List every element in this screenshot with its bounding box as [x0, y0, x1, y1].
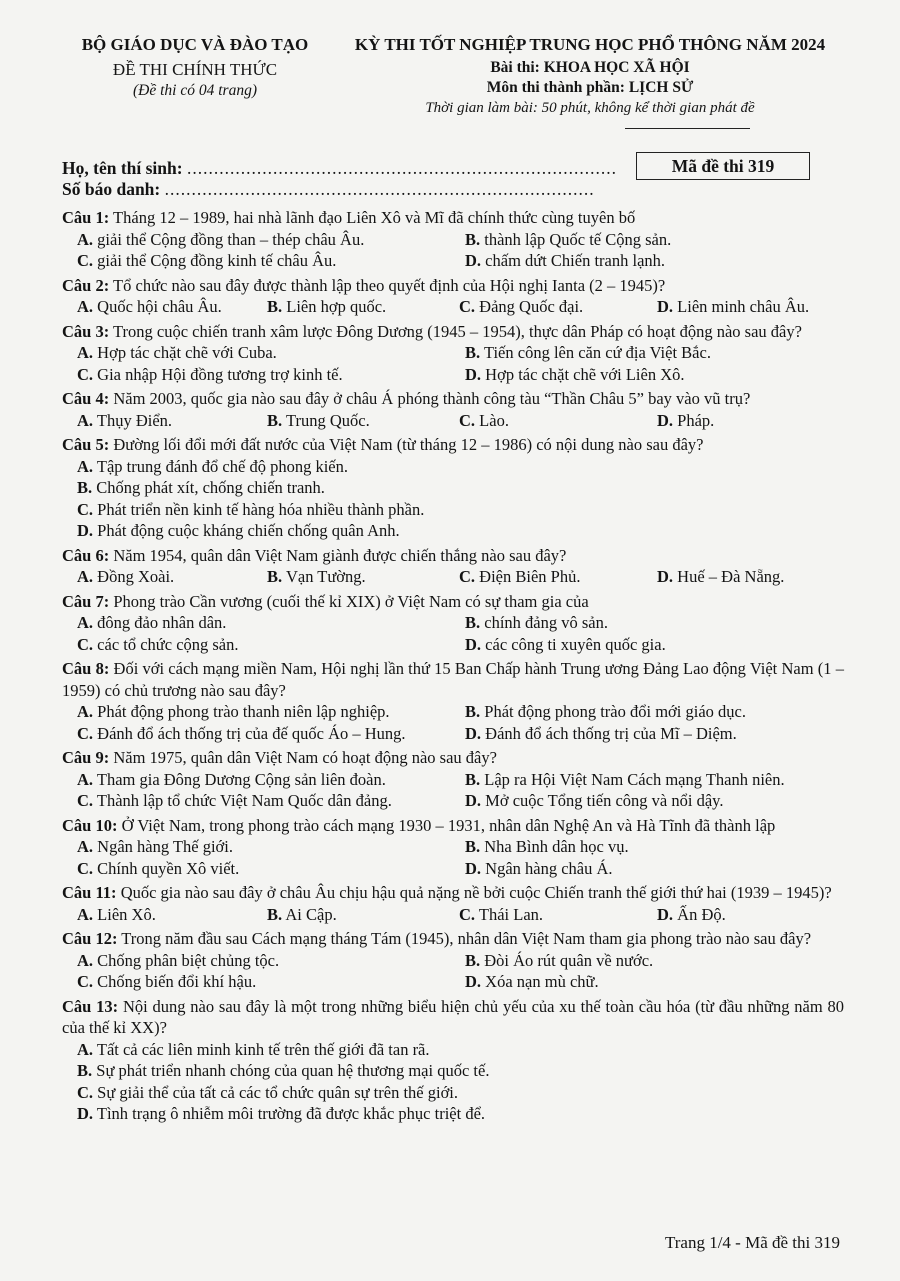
- option-text: Sự giải thể của tất cả các tổ chức quân sự trên thế giới.: [97, 1082, 459, 1102]
- option-c: [77, 723, 465, 745]
- option-letter: D.: [77, 521, 94, 540]
- exam-subject: Môn thi thành phần: LỊCH SỬ: [486, 79, 694, 96]
- question-7: [62, 591, 844, 656]
- question-3: [62, 321, 844, 386]
- option-text: Gia nhập Hội đồng tương trợ kinh tế.: [97, 364, 343, 384]
- question-list: [62, 207, 844, 1128]
- question-text: Năm 1954, quân dân Việt Nam giành được chiến thắng nào sau đây?: [113, 545, 567, 565]
- option-text: Đảng Quốc đại.: [479, 297, 584, 316]
- header-right: [340, 34, 840, 118]
- option-d: [465, 858, 844, 880]
- option-text: Lào.: [479, 410, 509, 430]
- exam-time: Thời gian làm bài: 50 phút, không kể thời gian phát đề: [425, 100, 755, 116]
- option-c: [459, 904, 657, 926]
- question-stem: [62, 591, 844, 613]
- option-a: [77, 342, 465, 364]
- option-b: [465, 229, 844, 251]
- option-letter: B.: [465, 837, 481, 856]
- option-letter: C.: [77, 723, 94, 743]
- option-letter: C.: [459, 567, 476, 586]
- question-stem: [62, 996, 844, 1039]
- option-c: [459, 296, 657, 318]
- option-text: Ai Cập.: [285, 904, 337, 924]
- option-text: giải thể Cộng đồng than – thép châu Âu.: [97, 229, 365, 249]
- question-text: Đối với cách mạng miền Nam, Hội nghị lần thứ 15 Ban Chấp hành Trung ương Đảng Lao động Việt Nam (1 – 1959) có chủ trương nào sau đây?: [62, 659, 845, 700]
- question-stem: [62, 815, 844, 837]
- option-text: Nha Bình dân học vụ.: [484, 837, 629, 856]
- option-a: [77, 410, 267, 432]
- option-letter: D.: [657, 297, 674, 316]
- option-text: Ấn Độ.: [677, 904, 726, 924]
- option-c: [459, 410, 657, 432]
- option-a: [77, 701, 465, 723]
- option-text: Pháp.: [677, 410, 715, 430]
- question-text: Năm 2003, quốc gia nào sau đây ở châu Á phóng thành công tàu “Thần Châu 5” bay vào vũ trụ?: [113, 389, 751, 408]
- option-letter: C.: [77, 499, 94, 519]
- option-b: [77, 477, 844, 499]
- option-d: [77, 1103, 844, 1125]
- option-text: Quốc hội châu Âu.: [97, 297, 222, 316]
- option-letter: C.: [77, 634, 94, 654]
- option-list: [62, 1039, 844, 1125]
- option-list: [62, 229, 844, 272]
- option-text: các tổ chức cộng sản.: [97, 634, 239, 654]
- candidate-name-label: Họ, tên thí sinh:: [62, 158, 183, 178]
- option-text: Thành lập tổ chức Việt Nam Quốc dân đảng.: [96, 791, 392, 810]
- option-letter: D.: [657, 410, 674, 430]
- question-label: Câu 10:: [62, 815, 118, 835]
- option-c: [77, 858, 465, 880]
- option-text: Huế – Đà Nẵng.: [677, 567, 785, 586]
- option-c: [77, 634, 465, 656]
- option-letter: A.: [77, 613, 94, 632]
- option-text: Thụy Điển.: [96, 410, 173, 430]
- question-text: Đường lối đổi mới đất nước của Việt Nam (từ tháng 12 – 1986) có nội dung nào sau đây?: [113, 435, 704, 454]
- question-label: Câu 7:: [62, 591, 110, 611]
- option-list: [62, 296, 844, 318]
- option-letter: A.: [77, 456, 94, 476]
- question-label: Câu 6:: [62, 545, 110, 565]
- option-c: [459, 566, 657, 588]
- option-text: Đòi Áo rút quân về nước.: [484, 950, 654, 970]
- option-text: Thái Lan.: [478, 904, 544, 924]
- question-stem: [62, 882, 844, 904]
- option-text: Liên Xô.: [97, 904, 156, 924]
- option-c: [77, 790, 465, 812]
- question-8: [62, 658, 844, 744]
- option-text: Phát động phong trào thanh niên lập nghiệp.: [97, 702, 390, 721]
- option-list: [62, 566, 844, 588]
- question-stem: [62, 747, 844, 769]
- option-text: Xóa nạn mù chữ.: [485, 972, 599, 991]
- option-text: Sự phát triển nhanh chóng của quan hệ thương mại quốc tế.: [96, 1061, 490, 1080]
- option-letter: D.: [465, 858, 482, 878]
- question-stem: [62, 388, 844, 410]
- option-letter: A.: [77, 702, 94, 721]
- option-letter: D.: [77, 1104, 94, 1123]
- question-text: Quốc gia nào sau đây ở châu Âu chịu hậu quả nặng nề bởi cuộc Chiến tranh thế giới thứ hai (1939 – 1945)?: [120, 883, 832, 902]
- option-b: [267, 566, 459, 588]
- option-list: [62, 769, 844, 812]
- option-list: [62, 904, 844, 926]
- question-stem: [62, 434, 844, 456]
- option-letter: D.: [657, 567, 674, 586]
- option-b: [267, 296, 459, 318]
- question-5: [62, 434, 844, 542]
- option-text: Đồng Xoài.: [97, 567, 175, 586]
- option-a: [77, 612, 465, 634]
- option-a: [77, 566, 267, 588]
- option-letter: B.: [465, 343, 481, 362]
- option-a: [77, 836, 465, 858]
- option-letter: B.: [465, 769, 481, 789]
- option-letter: B.: [465, 613, 481, 632]
- option-a: [77, 950, 465, 972]
- question-label: Câu 13:: [62, 996, 119, 1016]
- question-9: [62, 747, 844, 812]
- question-stem: [62, 275, 844, 297]
- candidate-number-label: Số báo danh:: [62, 179, 161, 199]
- option-letter: C.: [459, 297, 476, 316]
- option-letter: D.: [465, 364, 482, 384]
- question-label: Câu 5:: [62, 435, 110, 454]
- option-a: [77, 769, 465, 791]
- question-label: Câu 1:: [62, 208, 110, 227]
- option-b: [465, 342, 844, 364]
- option-b: [267, 904, 459, 926]
- option-text: Lập ra Hội Việt Nam Cách mạng Thanh niên.: [484, 769, 785, 789]
- option-d: [657, 296, 844, 318]
- option-text: giải thể Cộng đồng kinh tế châu Âu.: [97, 251, 337, 270]
- candidate-number-dots: ................................................................................: [164, 179, 595, 199]
- option-letter: B.: [465, 229, 481, 249]
- option-letter: C.: [77, 1082, 94, 1102]
- exam-combo: Bài thi: KHOA HỌC XÃ HỘI: [490, 59, 690, 76]
- option-text: Phát động phong trào đổi mới giáo dục.: [484, 702, 746, 721]
- option-letter: B.: [267, 904, 283, 924]
- option-list: [62, 701, 844, 744]
- question-6: [62, 545, 844, 588]
- option-text: Đánh đổ ách thống trị của đế quốc Áo – Hung.: [97, 723, 406, 743]
- question-label: Câu 8:: [62, 659, 110, 678]
- exam-code-box: Mã đề thi 319: [636, 152, 810, 180]
- option-d: [465, 250, 844, 272]
- ministry-name: BỘ GIÁO DỤC VÀ ĐÀO TẠO: [81, 35, 309, 54]
- question-label: Câu 3:: [62, 321, 110, 341]
- question-12: [62, 928, 844, 993]
- option-a: [77, 456, 844, 478]
- option-letter: C.: [77, 251, 94, 270]
- option-list: [62, 836, 844, 879]
- option-letter: B.: [267, 297, 283, 316]
- question-text: Trong năm đầu sau Cách mạng tháng Tám (1945), nhân dân Việt Nam tham gia phong trào nào sau đây?: [121, 929, 812, 948]
- option-letter: A.: [77, 297, 94, 316]
- option-text: Tham gia Đông Dương Cộng sản liên đoàn.: [96, 769, 386, 789]
- option-letter: B.: [77, 1061, 93, 1080]
- option-text: Ngân hàng Thế giới.: [97, 837, 233, 856]
- option-letter: A.: [77, 410, 94, 430]
- option-c: [77, 250, 465, 272]
- candidate-number-line: [62, 179, 595, 199]
- option-letter: D.: [657, 904, 674, 924]
- question-text: Năm 1975, quân dân Việt Nam có hoạt động nào sau đây?: [113, 748, 497, 767]
- option-letter: C.: [77, 364, 94, 384]
- option-letter: B.: [267, 567, 283, 586]
- option-letter: B.: [267, 410, 283, 430]
- option-d: [657, 566, 844, 588]
- option-text: các công ti xuyên quốc gia.: [485, 634, 666, 654]
- question-text: Trong cuộc chiến tranh xâm lược Đông Dương (1945 – 1954), thực dân Pháp có hoạt động nào sau đây?: [113, 321, 802, 341]
- option-letter: C.: [77, 791, 94, 810]
- option-text: chấm dứt Chiến tranh lạnh.: [485, 251, 666, 270]
- question-text: Tháng 12 – 1989, hai nhà lãnh đạo Liên Xô và Mĩ đã chính thức cùng tuyên bố: [113, 208, 636, 227]
- option-text: Tình trạng ô nhiễm môi trường đã được khắc phục triệt để.: [96, 1104, 486, 1123]
- option-letter: A.: [77, 950, 94, 970]
- option-letter: D.: [465, 634, 482, 654]
- option-letter: D.: [465, 791, 482, 810]
- question-text: Tổ chức nào sau đây được thành lập theo quyết định của Hội nghị Ianta (2 – 1945)?: [113, 275, 666, 295]
- option-letter: A.: [77, 343, 94, 362]
- option-d: [465, 634, 844, 656]
- option-letter: A.: [77, 567, 94, 586]
- header-left: [60, 34, 330, 101]
- option-a: [77, 296, 267, 318]
- question-4: [62, 388, 844, 431]
- option-letter: D.: [465, 723, 482, 743]
- page-footer: Trang 1/4 - Mã đề thi 319: [664, 1233, 840, 1252]
- question-11: [62, 882, 844, 925]
- question-label: Câu 2:: [62, 275, 110, 295]
- option-text: Chống phân biệt chủng tộc.: [97, 950, 280, 970]
- option-c: [77, 364, 465, 386]
- option-text: Phát triển nền kinh tế hàng hóa nhiều thành phần.: [97, 499, 425, 519]
- option-letter: B.: [465, 950, 481, 970]
- option-letter: A.: [77, 904, 94, 924]
- question-label: Câu 4:: [62, 389, 110, 408]
- option-letter: A.: [77, 837, 94, 856]
- option-b: [77, 1060, 844, 1082]
- question-13: [62, 996, 844, 1125]
- option-c: [77, 1082, 844, 1104]
- option-list: [62, 456, 844, 542]
- question-stem: [62, 207, 844, 229]
- option-text: Tất cả các liên minh kinh tế trên thế giới đã tan rã.: [96, 1039, 430, 1059]
- option-letter: C.: [459, 904, 476, 924]
- option-a: [77, 229, 465, 251]
- option-letter: A.: [77, 229, 94, 249]
- option-b: [465, 950, 844, 972]
- option-b: [465, 612, 844, 634]
- official-exam-label: ĐỀ THI CHÍNH THỨC: [112, 60, 278, 79]
- page-count-note: (Đề thi có 04 trang): [133, 82, 257, 99]
- option-text: Vạn Tường.: [285, 567, 366, 586]
- option-d: [465, 790, 844, 812]
- option-d: [77, 520, 844, 542]
- option-b: [465, 769, 844, 791]
- option-text: Chống phát xít, chống chiến tranh.: [96, 478, 325, 497]
- option-text: Liên minh châu Âu.: [677, 297, 810, 316]
- option-d: [465, 971, 844, 993]
- option-text: Tập trung đánh đổ chế độ phong kiến.: [96, 456, 348, 476]
- option-d: [465, 723, 844, 745]
- option-d: [657, 904, 844, 926]
- question-stem: [62, 545, 844, 567]
- question-10: [62, 815, 844, 880]
- option-c: [77, 499, 844, 521]
- question-stem: [62, 658, 844, 701]
- option-b: [465, 836, 844, 858]
- option-d: [465, 364, 844, 386]
- question-text: Ở Việt Nam, trong phong trào cách mạng 1930 – 1931, nhân dân Nghệ An và Hà Tĩnh đã thành lập: [121, 815, 776, 835]
- question-text: Nội dung nào sau đây là một trong những biểu hiện chủ yếu của xu thế toàn cầu hóa (từ đầu những năm 80 của thế kỉ XX)?: [62, 996, 844, 1037]
- question-label: Câu 12:: [62, 929, 118, 948]
- question-stem: [62, 928, 844, 950]
- question-stem: [62, 321, 844, 343]
- option-list: [62, 950, 844, 993]
- option-letter: D.: [465, 251, 482, 270]
- option-text: Hợp tác chặt chẽ với Liên Xô.: [485, 364, 685, 384]
- option-b: [465, 701, 844, 723]
- option-text: thành lập Quốc tế Cộng sản.: [484, 229, 672, 249]
- option-letter: C.: [77, 972, 94, 991]
- option-text: Ngân hàng châu Á.: [485, 858, 613, 878]
- option-text: đông đảo nhân dân.: [97, 613, 227, 632]
- question-2: [62, 275, 844, 318]
- option-letter: C.: [77, 858, 94, 878]
- option-text: Trung Quốc.: [285, 410, 370, 430]
- option-c: [77, 971, 465, 993]
- header-rule: [625, 128, 750, 129]
- option-b: [267, 410, 459, 432]
- option-text: chính đảng vô sản.: [484, 613, 608, 632]
- option-letter: B.: [465, 702, 481, 721]
- option-text: Điện Biên Phủ.: [479, 567, 581, 586]
- option-list: [62, 342, 844, 385]
- option-a: [77, 904, 267, 926]
- option-text: Phát động cuộc kháng chiến chống quân Anh.: [97, 521, 400, 540]
- option-letter: C.: [459, 410, 476, 430]
- option-text: Mở cuộc Tổng tiến công và nổi dậy.: [485, 791, 724, 810]
- candidate-name-dots: ................................................................................: [186, 158, 617, 178]
- option-list: [62, 410, 844, 432]
- option-a: [77, 1039, 844, 1061]
- option-letter: D.: [465, 972, 482, 991]
- question-label: Câu 9:: [62, 748, 110, 767]
- option-text: Đánh đổ ách thống trị của Mĩ – Diệm.: [485, 723, 737, 743]
- question-1: [62, 207, 844, 272]
- option-letter: A.: [77, 769, 94, 789]
- option-d: [657, 410, 844, 432]
- question-text: Phong trào Cần vương (cuối thế kỉ XIX) ở Việt Nam có sự tham gia của: [113, 591, 589, 611]
- candidate-name-line: [62, 158, 617, 178]
- option-text: Chống biến đổi khí hậu.: [97, 972, 257, 991]
- question-label: Câu 11:: [62, 883, 117, 902]
- option-letter: A.: [77, 1039, 94, 1059]
- option-text: Tiến công lên căn cứ địa Việt Bắc.: [483, 343, 711, 362]
- exam-title: KỲ THI TỐT NGHIỆP TRUNG HỌC PHỔ THÔNG NĂM 2024: [354, 35, 826, 54]
- option-letter: B.: [77, 478, 93, 497]
- option-text: Chính quyền Xô viết.: [97, 858, 240, 878]
- option-text: Hợp tác chặt chẽ với Cuba.: [97, 343, 277, 362]
- option-list: [62, 612, 844, 655]
- option-text: Liên hợp quốc.: [286, 297, 387, 316]
